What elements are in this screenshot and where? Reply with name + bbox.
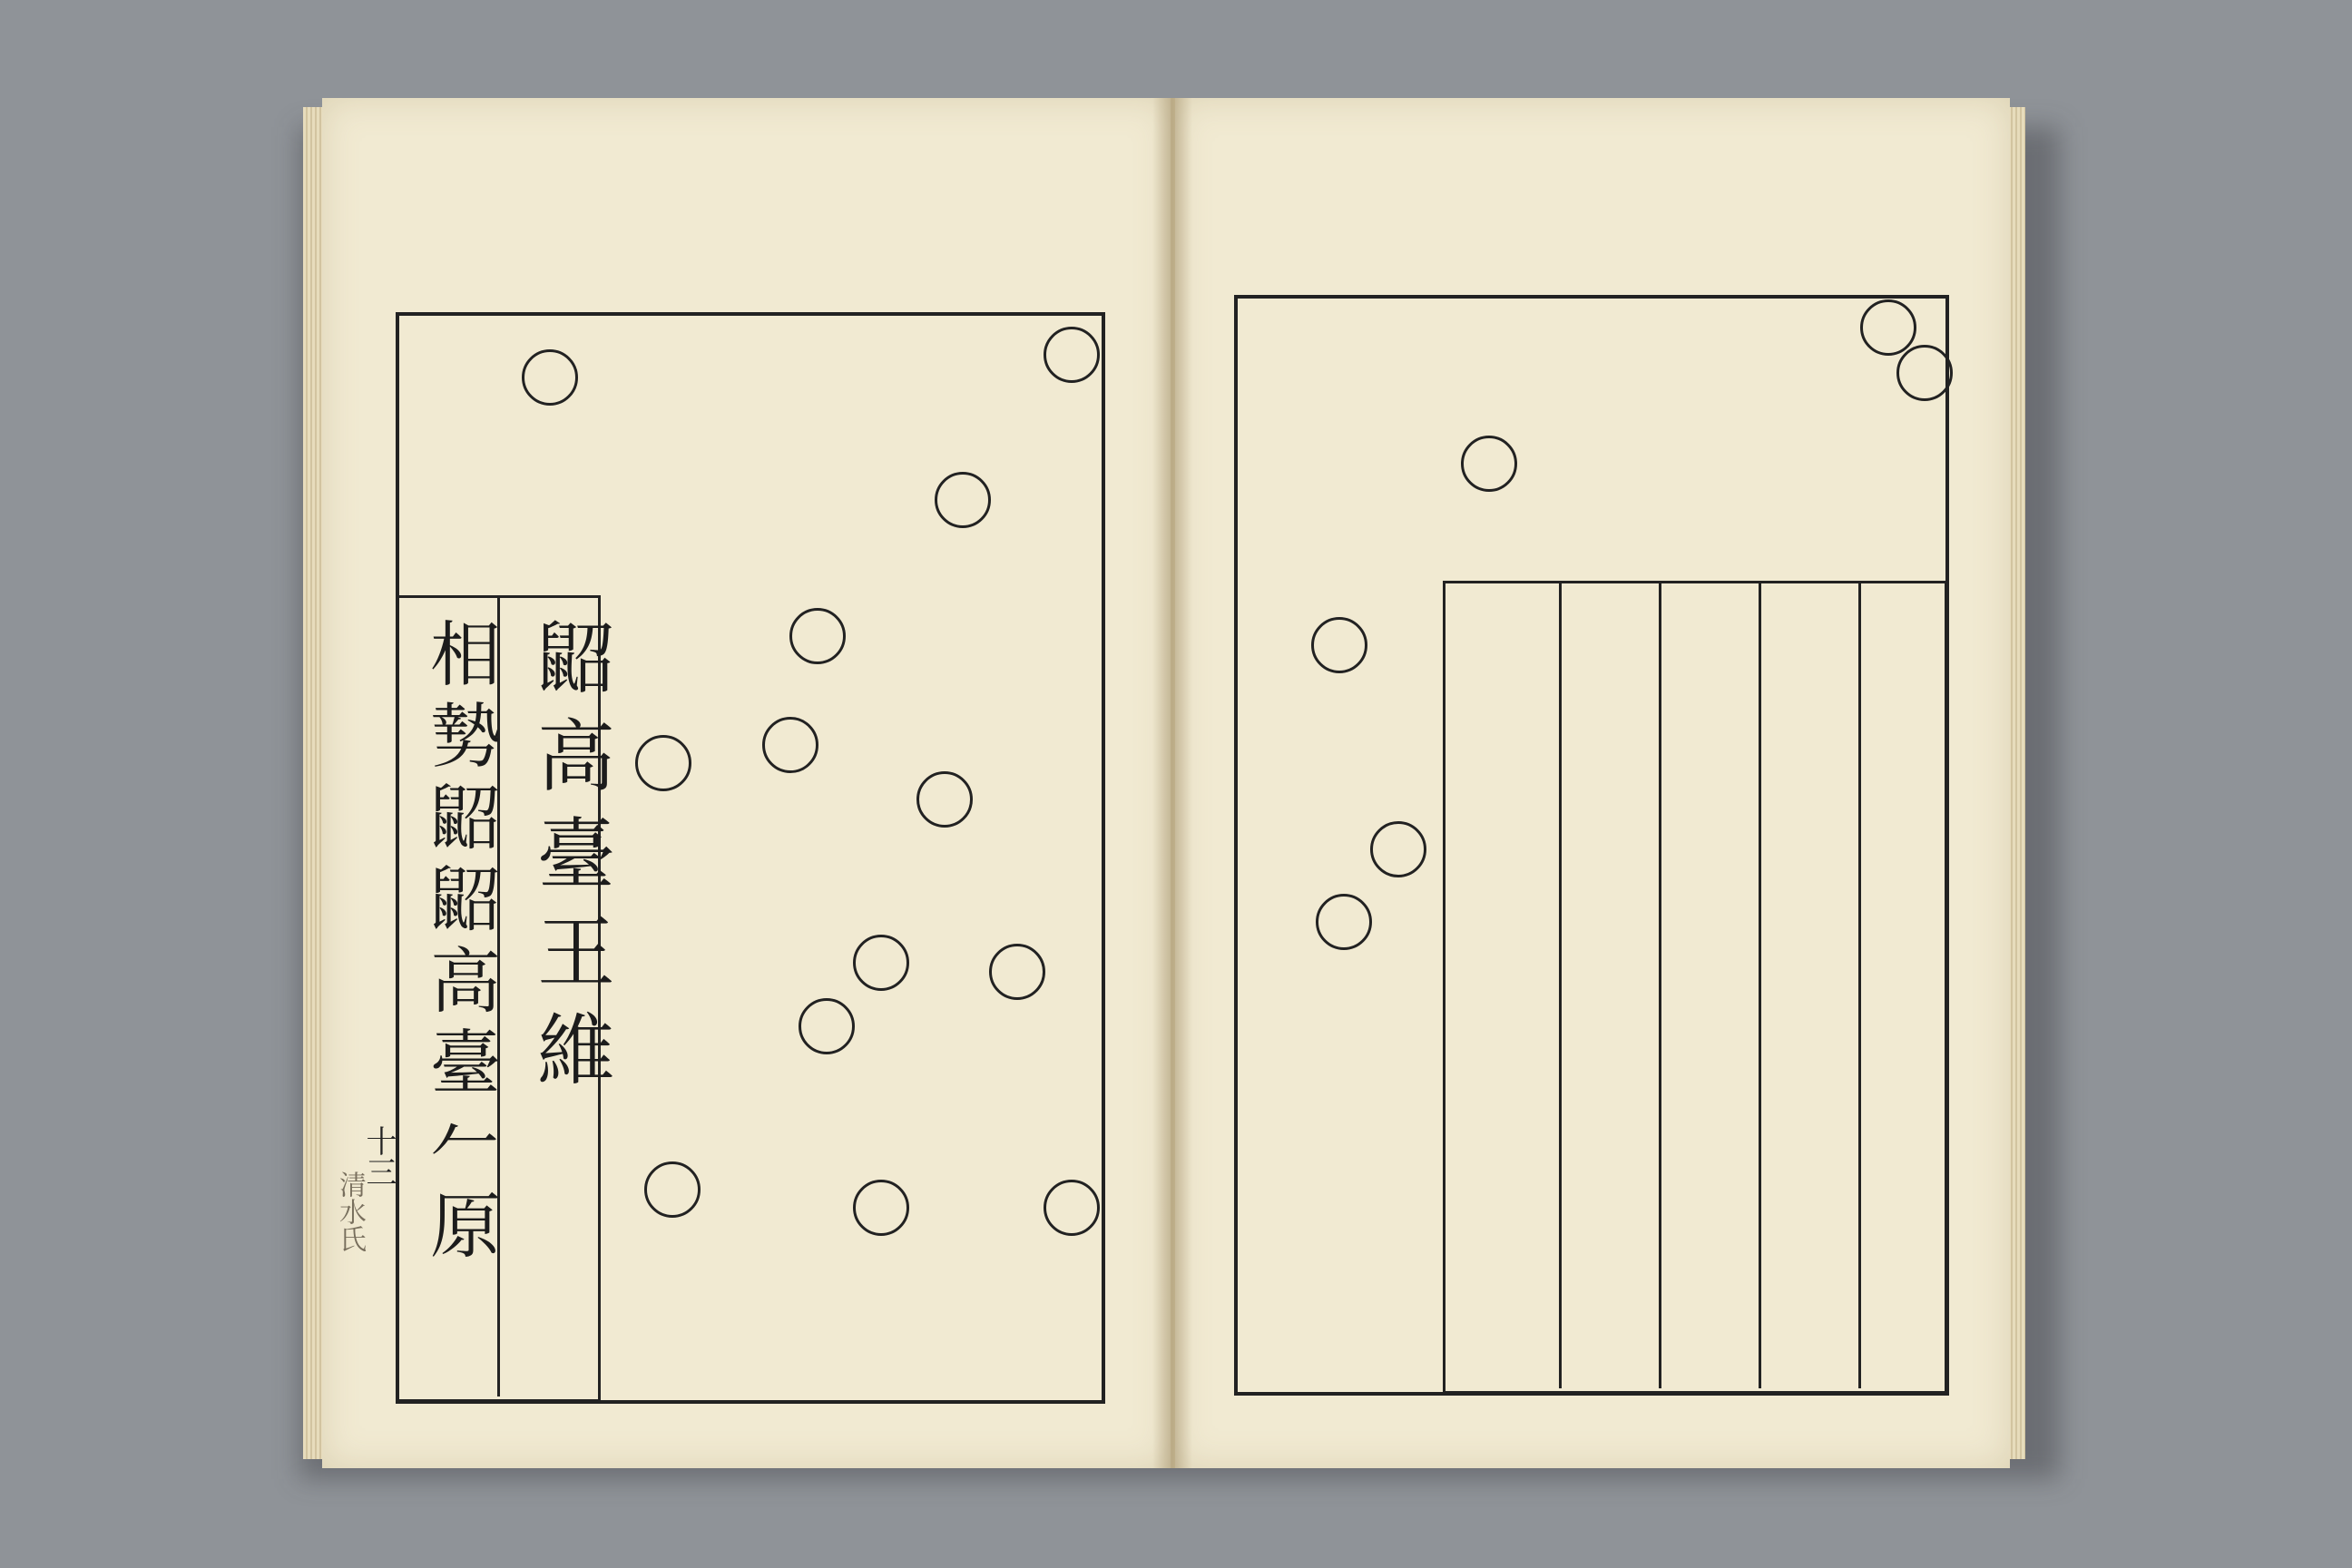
entry-headword-circle <box>853 935 909 991</box>
heading-column-divider <box>1759 581 1761 1388</box>
entry-headword-circle <box>644 1161 701 1218</box>
entry-headword-circle <box>1370 821 1426 877</box>
owner-stamp: 清水氏 <box>334 1171 366 1252</box>
left-heading-col-2: 相𫝑鼦鼦高臺𠂉原 <box>418 617 500 1270</box>
entry-headword-circle <box>1311 617 1367 673</box>
entry-headword-circle <box>853 1180 909 1236</box>
entry-headword-circle <box>1860 299 1916 356</box>
book-gutter <box>1152 98 1192 1468</box>
entry-headword-circle <box>916 771 973 828</box>
entry-headword-circle <box>522 349 578 406</box>
folio-number: 十三 <box>360 1125 397 1187</box>
entry-headword-circle <box>1461 436 1517 492</box>
entry-headword-circle <box>1896 345 1953 401</box>
entry-headword-circle <box>789 608 846 664</box>
entry-headword-circle <box>1316 894 1372 950</box>
heading-column-divider <box>1659 581 1661 1388</box>
entry-headword-circle <box>1044 327 1100 383</box>
entry-headword-circle <box>635 735 691 791</box>
entry-headword-circle <box>935 472 991 528</box>
heading-column-divider <box>1559 581 1562 1388</box>
entry-headword-circle <box>1044 1180 1100 1236</box>
entry-headword-circle <box>762 717 818 773</box>
entry-headword-circle <box>989 944 1045 1000</box>
entry-headword-circle <box>799 998 855 1054</box>
left-heading-col-1: 鼦高臺王維 <box>524 617 614 1107</box>
right-heading-box <box>1443 581 1947 1394</box>
heading-column-divider <box>1858 581 1861 1388</box>
